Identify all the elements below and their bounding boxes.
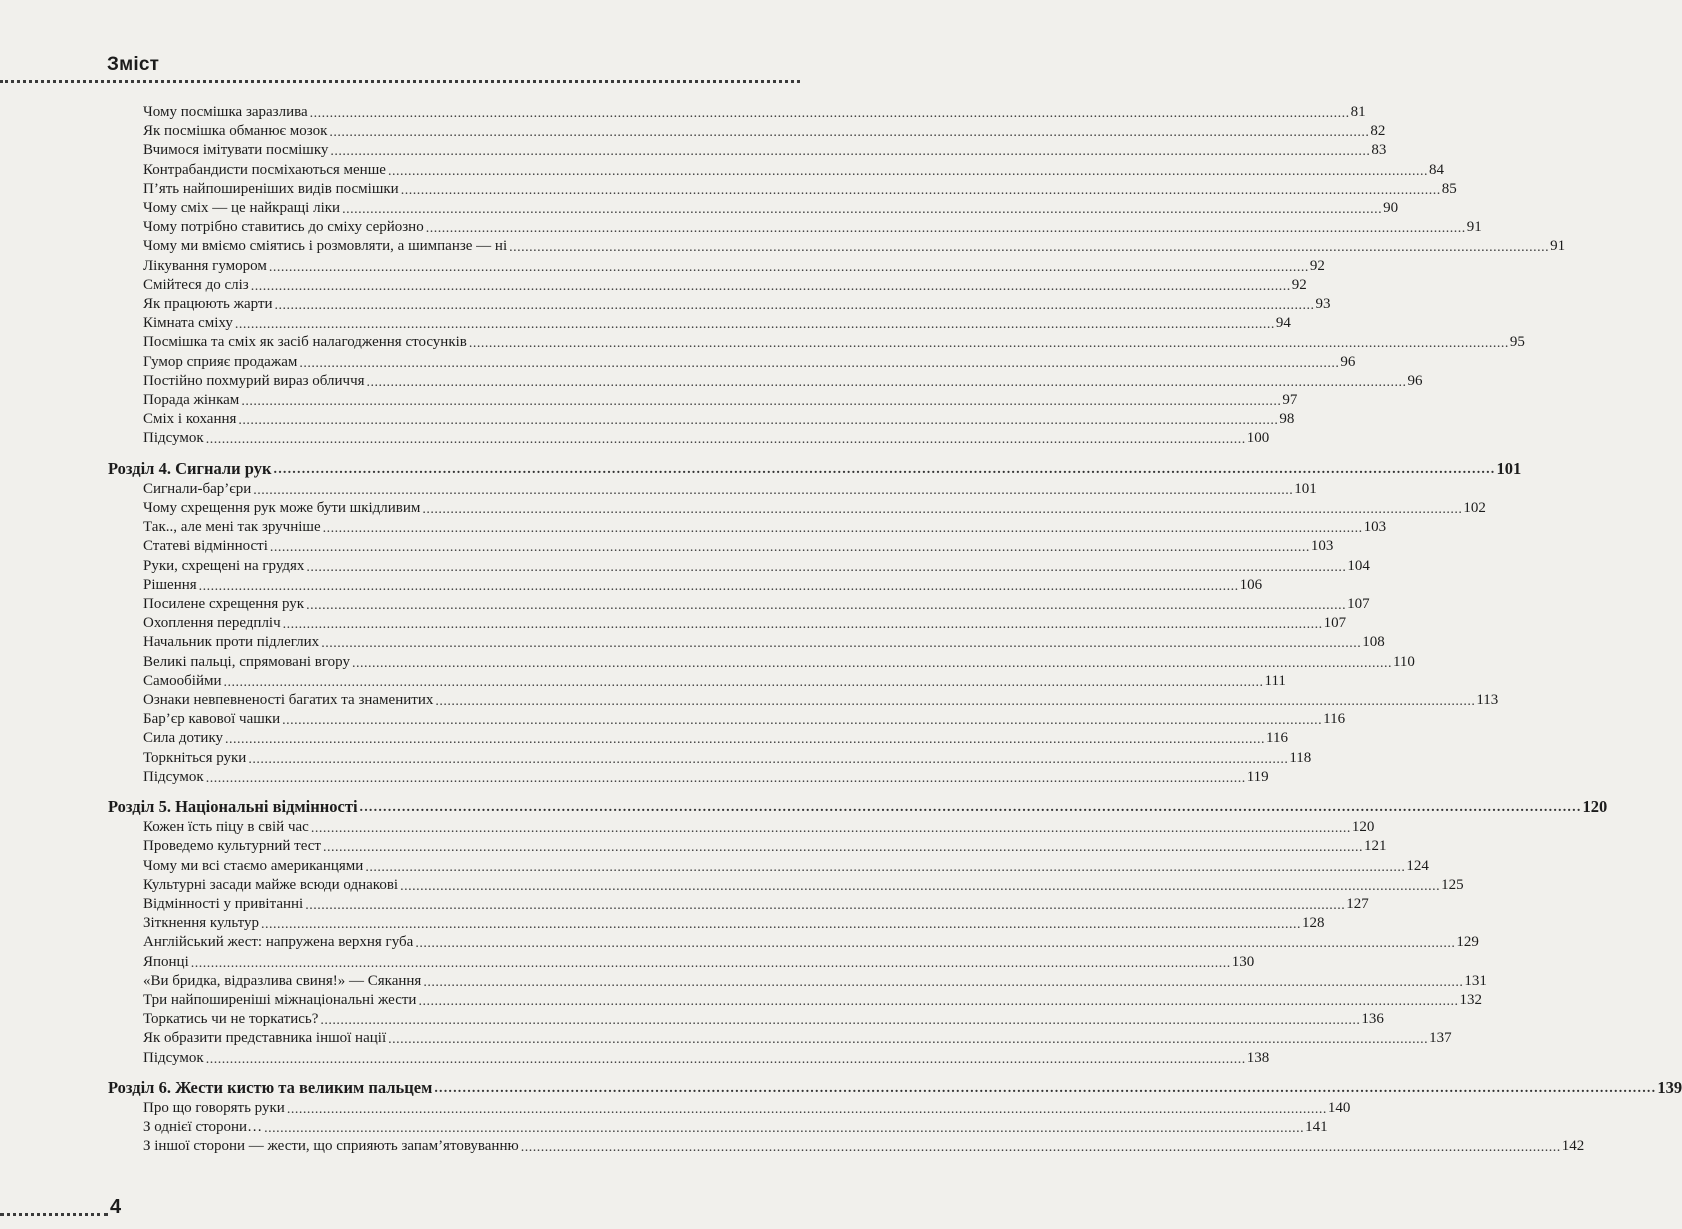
toc-entry-title: Так.., але мені так зручніше bbox=[143, 519, 321, 535]
toc-entry bbox=[143, 314, 1291, 333]
toc-entry-title: Як образити представника іншої нації bbox=[143, 1030, 387, 1046]
toc-entry-title: Про що говорять руки bbox=[143, 1100, 285, 1116]
toc-entry-title: Сигнали-бар’єри bbox=[143, 481, 252, 497]
dot-leader: .................................................................................................................................................................................................................................................................... bbox=[198, 579, 1239, 594]
toc-entry bbox=[143, 818, 1375, 837]
toc-entry bbox=[143, 1029, 1452, 1048]
dot-leader: .................................................................................................................................................................................................................................................................... bbox=[269, 540, 1310, 555]
toc-page-number: 136 bbox=[1361, 1011, 1384, 1027]
toc-entry-title: Посилене схрещення рук bbox=[143, 596, 305, 612]
dot-leader: .................................................................................................................................................................................................................................................................... bbox=[400, 183, 1441, 198]
toc-entry-title: Великі пальці, спрямовані вгору bbox=[143, 654, 350, 670]
toc-entry-title: Підсумок bbox=[143, 769, 204, 785]
toc-entry-title: Кімната сміху bbox=[143, 315, 233, 331]
toc-entry bbox=[143, 991, 1482, 1010]
dot-leader: .................................................................................................................................................................................................................................................................... bbox=[425, 221, 1466, 236]
toc-page-number: 130 bbox=[1231, 954, 1255, 970]
dot-leader: .................................................................................................................................................................................................................................................................... bbox=[468, 336, 1509, 351]
toc-entry-title: Контрабандисти посміхаються менше bbox=[143, 162, 386, 178]
toc-entry-title: Охоплення передпліч bbox=[143, 615, 281, 631]
toc-entry bbox=[143, 333, 1525, 352]
toc-page-number: 96 bbox=[1340, 354, 1356, 370]
toc-page-number: 128 bbox=[1301, 915, 1325, 931]
toc-entry bbox=[143, 141, 1387, 160]
toc-page-number: 110 bbox=[1392, 654, 1415, 670]
dot-leader: .................................................................................................................................................................................................................................................................... bbox=[310, 821, 1351, 836]
toc-entry bbox=[143, 257, 1325, 276]
dot-leader: .................................................................................................................................................................................................................................................................... bbox=[322, 521, 1363, 536]
toc-entry bbox=[143, 295, 1331, 314]
toc-entry-title: Бар’єр кавової чашки bbox=[143, 711, 281, 727]
toc-chapter-entry bbox=[108, 459, 1522, 478]
dot-leader: .................................................................................................................................................................................................................................................................... bbox=[342, 202, 1383, 217]
toc-page-number: 92 bbox=[1309, 258, 1325, 274]
toc-page-number: 140 bbox=[1327, 1100, 1351, 1116]
dot-leader: .................................................................................................................................................................................................................................................................... bbox=[190, 956, 1231, 971]
toc-chapter-title: Розділ 6. Жести кистю та великим пальцем bbox=[108, 1078, 433, 1097]
toc-entry-title: Культурні засади майже всюди однакові bbox=[143, 877, 399, 893]
dot-leader: .................................................................................................................................................................................................................................................................... bbox=[248, 752, 1289, 767]
toc-entry bbox=[143, 837, 1387, 856]
toc-entry-title: Чому ми всі стаємо американцями bbox=[143, 858, 364, 874]
toc-entry bbox=[143, 691, 1499, 710]
dot-leader: .................................................................................................................................................................................................................................................................... bbox=[365, 860, 1406, 875]
toc-page-number: 104 bbox=[1347, 558, 1370, 574]
toc-entry bbox=[143, 237, 1566, 256]
dot-leader: .................................................................................................................................................................................................................................................................... bbox=[282, 617, 1323, 632]
toc-page-number: 118 bbox=[1289, 750, 1312, 766]
toc-entry-title: Самообійми bbox=[143, 673, 222, 689]
dot-leader: .................................................................................................................................................................................................................................................................... bbox=[330, 144, 1371, 159]
toc-entry bbox=[143, 372, 1423, 391]
dot-leader: .................................................................................................................................................................................................................................................................... bbox=[322, 840, 1363, 855]
toc-entry bbox=[143, 614, 1347, 633]
toc-page-number: 93 bbox=[1315, 296, 1331, 312]
toc-page-number: 83 bbox=[1371, 142, 1387, 158]
dot-leader: .................................................................................................................................................................................................................................................................... bbox=[359, 800, 1582, 815]
footer-dotted-rule bbox=[0, 1213, 108, 1216]
toc-page-number: 91 bbox=[1550, 238, 1566, 254]
dot-leader: .................................................................................................................................................................................................................................................................... bbox=[400, 879, 1441, 894]
dot-leader: .................................................................................................................................................................................................................................................................... bbox=[264, 1121, 1305, 1136]
dot-leader: .................................................................................................................................................................................................................................................................... bbox=[366, 375, 1407, 390]
toc-entry bbox=[143, 729, 1288, 748]
toc-entry-title: З однієї сторони… bbox=[143, 1119, 263, 1135]
dot-leader: .................................................................................................................................................................................................................................................................... bbox=[321, 636, 1362, 651]
dot-leader: .................................................................................................................................................................................................................................................................... bbox=[509, 240, 1550, 255]
dot-leader: .................................................................................................................................................................................................................................................................... bbox=[273, 462, 1496, 477]
dot-leader: .................................................................................................................................................................................................................................................................... bbox=[434, 1081, 1657, 1096]
toc-page-number: 124 bbox=[1406, 858, 1429, 874]
toc-entry bbox=[143, 857, 1429, 876]
toc-entry bbox=[143, 633, 1385, 652]
toc-entry bbox=[143, 499, 1486, 518]
toc-entry-title: Чому схрещення рук може бути шкідливим bbox=[143, 500, 421, 516]
toc-page-number: 96 bbox=[1407, 373, 1423, 389]
toc-entry bbox=[143, 537, 1334, 556]
dot-leader: .................................................................................................................................................................................................................................................................... bbox=[418, 994, 1459, 1009]
toc-entry bbox=[143, 914, 1325, 933]
dot-leader: .................................................................................................................................................................................................................................................................... bbox=[305, 898, 1346, 913]
toc-page-number: 95 bbox=[1509, 334, 1525, 350]
toc-page-number: 119 bbox=[1246, 769, 1269, 785]
toc-entry bbox=[143, 122, 1386, 141]
toc-entry bbox=[143, 391, 1298, 410]
dot-leader: .................................................................................................................................................................................................................................................................... bbox=[306, 598, 1347, 613]
toc-entry bbox=[143, 953, 1255, 972]
toc-entry bbox=[143, 749, 1312, 768]
toc-entry-title: Як працюють жарти bbox=[143, 296, 273, 312]
dot-leader: .................................................................................................................................................................................................................................................................... bbox=[329, 125, 1370, 140]
toc-entry bbox=[143, 480, 1317, 499]
dot-leader: .................................................................................................................................................................................................................................................................... bbox=[422, 502, 1463, 517]
toc-page-number: 142 bbox=[1561, 1138, 1585, 1154]
toc-entry bbox=[143, 1049, 1270, 1068]
dot-leader: .................................................................................................................................................................................................................................................................... bbox=[388, 1032, 1429, 1047]
dot-leader: .................................................................................................................................................................................................................................................................... bbox=[415, 936, 1456, 951]
dot-leader: .................................................................................................................................................................................................................................................................... bbox=[520, 1140, 1561, 1155]
toc-entry bbox=[143, 895, 1369, 914]
toc-entry-title: Чому посмішка заразлива bbox=[143, 104, 308, 120]
toc-entry-title: Підсумок bbox=[143, 1050, 204, 1066]
toc-entry-title: Сміх і кохання bbox=[143, 411, 237, 427]
toc-entry-title: П’ять найпоширеніших видів посмішки bbox=[143, 181, 399, 197]
toc-page-number: 103 bbox=[1363, 519, 1387, 535]
toc-entry bbox=[143, 276, 1307, 295]
toc-entry-title: Кожен їсть піцу в свій час bbox=[143, 819, 309, 835]
toc-entry bbox=[143, 353, 1356, 372]
toc-page-number: 84 bbox=[1428, 162, 1444, 178]
toc-entry-title: Статеві відмінності bbox=[143, 538, 268, 554]
dot-leader: .................................................................................................................................................................................................................................................................... bbox=[205, 1052, 1246, 1067]
toc-page-number: 127 bbox=[1346, 896, 1369, 912]
page-header-title: Зміст bbox=[107, 54, 160, 75]
toc-entry bbox=[143, 180, 1457, 199]
toc-entry bbox=[143, 876, 1464, 895]
toc-chapter-title: Розділ 5. Національні відмінності bbox=[108, 797, 358, 816]
toc-entry-title: Відмінності у привітанні bbox=[143, 896, 304, 912]
dot-leader: .................................................................................................................................................................................................................................................................... bbox=[253, 483, 1294, 498]
toc-page-number: 85 bbox=[1441, 181, 1457, 197]
dot-leader: .................................................................................................................................................................................................................................................................... bbox=[241, 394, 1282, 409]
toc-page-number: 108 bbox=[1362, 634, 1385, 650]
toc-page-number: 107 bbox=[1347, 596, 1370, 612]
toc-page-number: 92 bbox=[1291, 277, 1307, 293]
toc-entry-title: Ознаки невпевненості багатих та знаменитих bbox=[143, 692, 434, 708]
dot-leader: .................................................................................................................................................................................................................................................................... bbox=[320, 1013, 1361, 1028]
toc-page-number: 91 bbox=[1466, 219, 1482, 235]
toc-entry-title: Зіткнення культур bbox=[143, 915, 259, 931]
toc-entry-title: Руки, схрещені на грудях bbox=[143, 558, 305, 574]
toc-entry bbox=[143, 710, 1346, 729]
dot-leader: .................................................................................................................................................................................................................................................................... bbox=[250, 279, 1291, 294]
toc-entry bbox=[143, 103, 1366, 122]
toc-entry-title: Гумор сприяє продажам bbox=[143, 354, 298, 370]
toc-entry bbox=[143, 429, 1270, 448]
toc-page-number: 120 bbox=[1351, 819, 1375, 835]
toc-entry-title: Англійський жест: напружена верхня губа bbox=[143, 934, 414, 950]
toc-entry-title: Порада жінкам bbox=[143, 392, 240, 408]
toc-entry-title: Чому ми вміємо сміятись і розмовляти, а шимпанзе — ні bbox=[143, 238, 508, 254]
toc-page-number: 102 bbox=[1463, 500, 1486, 516]
dot-leader: .................................................................................................................................................................................................................................................................... bbox=[205, 771, 1246, 786]
dot-leader: .................................................................................................................................................................................................................................................................... bbox=[268, 260, 1309, 275]
toc-entry bbox=[143, 595, 1370, 614]
toc-entry bbox=[143, 576, 1263, 595]
dot-leader: .................................................................................................................................................................................................................................................................... bbox=[223, 675, 1264, 690]
toc-page-number: 101 bbox=[1294, 481, 1317, 497]
toc-chapter-entry bbox=[108, 1078, 1682, 1097]
toc-entry bbox=[143, 768, 1269, 787]
toc-entry bbox=[143, 672, 1286, 691]
toc-entry bbox=[143, 972, 1487, 991]
toc-entry bbox=[143, 1099, 1351, 1118]
dot-leader: .................................................................................................................................................................................................................................................................... bbox=[435, 694, 1476, 709]
toc-entry-title: Лікування гумором bbox=[143, 258, 267, 274]
dot-leader: .................................................................................................................................................................................................................................................................... bbox=[274, 298, 1315, 313]
dot-leader: .................................................................................................................................................................................................................................................................... bbox=[286, 1102, 1327, 1117]
toc-entry bbox=[143, 161, 1444, 180]
toc-page-number: 137 bbox=[1429, 1030, 1452, 1046]
toc-entry bbox=[143, 1010, 1384, 1029]
toc-page-number: 113 bbox=[1476, 692, 1499, 708]
toc-page-number: 97 bbox=[1282, 392, 1298, 408]
header-dotted-rule bbox=[0, 80, 800, 83]
toc-page-number: 100 bbox=[1246, 430, 1270, 446]
toc-page-number: 81 bbox=[1350, 104, 1366, 120]
toc-page-number: 106 bbox=[1239, 577, 1263, 593]
toc-entry-title: Смійтеся до сліз bbox=[143, 277, 249, 293]
toc-entry-title: Проведемо культурний тест bbox=[143, 838, 321, 854]
toc-page-number: 103 bbox=[1310, 538, 1334, 554]
dot-leader: .................................................................................................................................................................................................................................................................... bbox=[423, 975, 1464, 990]
toc-entry-title: Рішення bbox=[143, 577, 197, 593]
toc-page-number: 116 bbox=[1266, 730, 1288, 746]
dot-leader: .................................................................................................................................................................................................................................................................... bbox=[238, 413, 1279, 428]
toc-entry-title: Вчимося імітувати посмішку bbox=[143, 142, 329, 158]
toc-entry-title: Чому сміх — це найкращі ліки bbox=[143, 200, 341, 216]
dot-leader: .................................................................................................................................................................................................................................................................... bbox=[234, 317, 1275, 332]
toc-entry-title: Посмішка та сміх як засіб налагодження стосунків bbox=[143, 334, 467, 350]
toc-entry bbox=[143, 410, 1295, 429]
toc-page-number: 111 bbox=[1264, 673, 1286, 689]
dot-leader: .................................................................................................................................................................................................................................................................... bbox=[309, 106, 1350, 121]
toc-page-number: 121 bbox=[1363, 838, 1387, 854]
toc-entry bbox=[143, 1118, 1328, 1137]
toc-page-number: 107 bbox=[1323, 615, 1347, 631]
toc-page-number: 94 bbox=[1275, 315, 1291, 331]
toc-entry bbox=[143, 218, 1482, 237]
toc-entry-title: З іншої сторони — жести, що сприяють запам’ятовуванню bbox=[143, 1138, 519, 1154]
toc-page-number: 138 bbox=[1246, 1050, 1270, 1066]
toc-entry bbox=[143, 933, 1479, 952]
toc-page-number: 90 bbox=[1383, 200, 1399, 216]
toc-entry bbox=[143, 557, 1370, 576]
toc-page-number: 141 bbox=[1305, 1119, 1328, 1135]
dot-leader: .................................................................................................................................................................................................................................................................... bbox=[205, 432, 1246, 447]
toc-page-number: 139 bbox=[1657, 1078, 1682, 1097]
page-number: 4 bbox=[110, 1196, 122, 1218]
toc-entry-title: Торкніться руки bbox=[143, 750, 247, 766]
dot-leader: .................................................................................................................................................................................................................................................................... bbox=[387, 164, 1428, 179]
toc-entry-title: Начальник проти підлеглих bbox=[143, 634, 320, 650]
toc-page-number: 125 bbox=[1441, 877, 1464, 893]
toc-page-number: 131 bbox=[1464, 973, 1487, 989]
toc-entry-title: Як посмішка обманює мозок bbox=[143, 123, 328, 139]
dot-leader: .................................................................................................................................................................................................................................................................... bbox=[260, 917, 1301, 932]
toc-page-number: 98 bbox=[1279, 411, 1295, 427]
toc-chapter-title: Розділ 4. Сигнали рук bbox=[108, 459, 272, 478]
toc-entry-title: Японці bbox=[143, 954, 189, 970]
toc-entry bbox=[143, 653, 1415, 672]
toc-entry-title: Три найпоширеніші міжнаціональні жести bbox=[143, 992, 417, 1008]
dot-leader: .................................................................................................................................................................................................................................................................... bbox=[225, 732, 1266, 747]
toc-entry-title: Постійно похмурий вираз обличчя bbox=[143, 373, 365, 389]
toc-page-number: 120 bbox=[1582, 797, 1608, 816]
toc-page-number: 82 bbox=[1370, 123, 1386, 139]
dot-leader: .................................................................................................................................................................................................................................................................... bbox=[351, 656, 1392, 671]
toc-entry-title: «Ви бридка, відразлива свиня!» — Сякання bbox=[143, 973, 422, 989]
toc-page-number: 101 bbox=[1496, 459, 1522, 478]
toc-entry-title: Підсумок bbox=[143, 430, 204, 446]
dot-leader: .................................................................................................................................................................................................................................................................... bbox=[299, 356, 1340, 371]
toc-entry-title: Чому потрібно ставитись до сміху серйозно bbox=[143, 219, 424, 235]
toc-entry bbox=[143, 518, 1387, 537]
toc-page-number: 116 bbox=[1323, 711, 1346, 727]
toc-page-number: 132 bbox=[1459, 992, 1482, 1008]
toc-entry-title: Торкатись чи не торкатись? bbox=[143, 1011, 319, 1027]
toc-page-number: 129 bbox=[1456, 934, 1479, 950]
dot-leader: .................................................................................................................................................................................................................................................................... bbox=[282, 713, 1323, 728]
toc-entry bbox=[143, 199, 1399, 218]
toc-entry bbox=[143, 1137, 1585, 1156]
dot-leader: .................................................................................................................................................................................................................................................................... bbox=[306, 560, 1347, 575]
toc-entry-title: Сила дотику bbox=[143, 730, 224, 746]
toc-chapter-entry bbox=[108, 797, 1608, 816]
